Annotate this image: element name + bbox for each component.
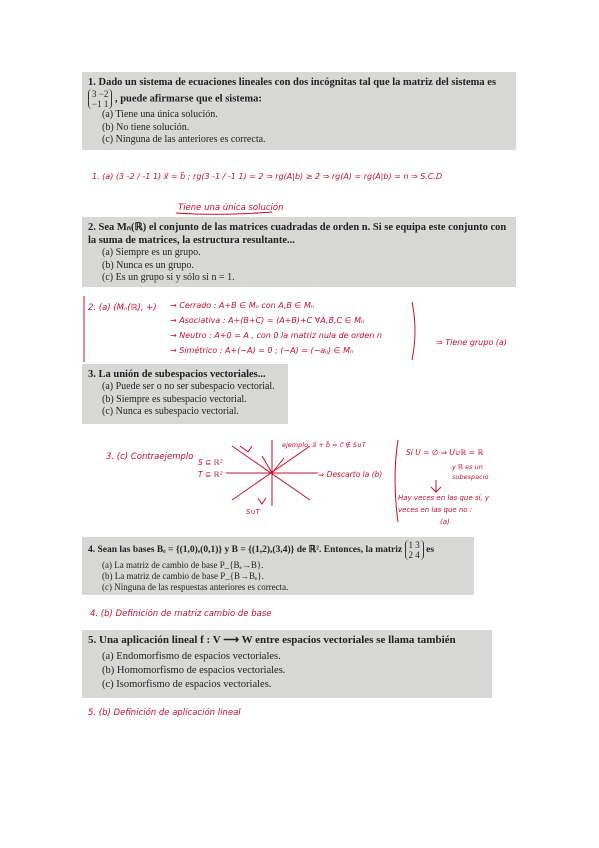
answer-1-note: Tiene una única solución (178, 203, 284, 213)
question-5-option-c: (c) Isomorfismo de espacios vectoriales. (102, 679, 272, 690)
question-1-matrix-line: 3 −2 −1 1 , puede afirmarse que el sistema: (88, 89, 510, 109)
question-3-clip (82, 364, 288, 424)
answer-2-head: 2. (a) (Mₙ(ℝ), +) (88, 303, 157, 313)
question-4-option-a: (a) La matriz de cambio de base P_{Bₑ→B}. (102, 560, 264, 570)
answer-3-right-3: subespacio (452, 473, 489, 481)
answer-2-conclusion: ⇒ Tiene grupo (a) (436, 338, 507, 347)
answer-2-line-3: → Neutro : A+0 = A , con 0 la matriz nula de orden n (170, 331, 382, 340)
answer-3-sub-t: T ⊆ ℝ² (198, 470, 223, 479)
answer-5-work: 5. (b) Definición de aplicación lineal (88, 708, 241, 718)
question-3-option-a: (a) Puede ser o no ser subespacio vectorial. (102, 381, 275, 392)
question-2-option-c: (c) Es un grupo si y sólo si n = 1. (102, 272, 235, 283)
diagram-axis-line-1 (232, 446, 310, 500)
question-1-matrix: 3 −2 −1 1 (88, 89, 112, 109)
question-2-option-b: (b) Nunca es un grupo. (102, 259, 194, 271)
question-3-statement: 3. La unión de subespacios vectoriales... (88, 369, 266, 380)
answer-3-right-6: (a) (440, 518, 450, 526)
answer-2-line-1: → Cerrado : A+B ∈ Mₙ con A,B ∈ Mₙ (170, 301, 315, 310)
answer-2-line-2: → Asociativa : A+(B+C) = (A+B)+C ∀A,B,C ∈ Mₙ (170, 316, 365, 325)
question-1-option-a: (a) Tiene una única solución. (102, 109, 218, 120)
answer-1-work: 1. (a) (3 -2 / -1 1) x⃗ = b⃗ ; rg(3 -1 / -1 1) = 2 ⇒ rg(A|b) ≥ 2 ⇒ rg(A) = rg(A|b) = n ⇒ S.C.D (92, 172, 443, 181)
answer-3-top: ejemplo: a⃗ + b⃗ = c⃗ ∉ S∪T (282, 441, 366, 449)
answer-3-head: 3. (c) Contraejemplo (106, 452, 194, 462)
diagram-axis-line-2 (232, 446, 310, 500)
question-1-clip (82, 72, 516, 150)
question-1-statement: 1. Dado un sistema de ecuaciones lineales con dos incógnitas tal que la matriz del sistema es (88, 77, 497, 88)
answer-3-right-2: y ℝ es un (452, 463, 483, 471)
answer-3-right-4: Hay veces en las que sí, y (398, 494, 490, 502)
question-5-option-b: (b) Homomorfismo de espacios vectoriales. (102, 665, 286, 676)
answer-2-line-4: → Simétrico : A+(−A) = 0 ; (−A) = (−aᵢⱼ) ∈ Mₙ (170, 346, 354, 355)
diagram-vector-b (272, 458, 284, 473)
question-4-statement: 4. Sean las bases Bₑ = {(1,0),(0,1)} y B = {(1,2),(3,4)} de ℝ². Entonces, la matriz 1 3 2 4 es (88, 540, 435, 560)
question-1-option-b: (b) No tiene solución. (102, 121, 190, 133)
question-1-option-c: (c) Ninguna de las anteriores es correcta. (102, 134, 266, 145)
question-4-option-c: (c) Ninguna de las respuestas anteriores es correcta. (102, 582, 289, 592)
question-2-statement: 2. Sea Mₙ(ℝ) el conjunto de las matrices cuadradas de orden n. Si se equipa este conjunto con la suma de matrices, la estructura resultante... (88, 222, 507, 246)
answer-3-right-1: Si U = ∅ ⇒ U∪ℝ = ℝ (406, 448, 484, 457)
question-4-option-b: (b) La matriz de cambio de base P_{B→Bₑ}. (102, 571, 264, 581)
question-2-clip (82, 217, 516, 287)
diagram-arrow-union (258, 498, 266, 504)
answer-3-arrow: ⇒ Descarto la (b) (318, 470, 383, 479)
answer-3-bottom: S∪T (246, 508, 260, 516)
diagram-vector-a (262, 456, 272, 473)
question-5-clip (82, 630, 492, 698)
question-2-option-a: (a) Siempre es un grupo. (102, 247, 201, 258)
question-5-statement: 5. Una aplicación lineal f : V ⟶ W entre espacios vectoriales se llama también (88, 634, 456, 646)
diagram-arrow-s (240, 446, 252, 452)
question-3-option-c: (c) Nunca es subespacio vectorial. (102, 406, 239, 417)
question-4-matrix: 1 3 2 4 (405, 540, 424, 560)
answer-2-right-brace (412, 302, 415, 360)
answer-4-work: 4. (b) Definición de matriz cambio de base (90, 609, 272, 619)
question-3-option-b: (b) Siempre es subespacio vectorial. (102, 393, 247, 405)
answer-3-sub-s: S ⊆ ℝ² (198, 458, 223, 467)
question-5-option-a: (a) Endomorfismo de espacios vectoriales. (102, 651, 281, 662)
answer-3-right-5: veces en las que no : (398, 506, 473, 514)
question-4-clip (82, 537, 474, 595)
answer-3-down-arrow (431, 480, 441, 492)
